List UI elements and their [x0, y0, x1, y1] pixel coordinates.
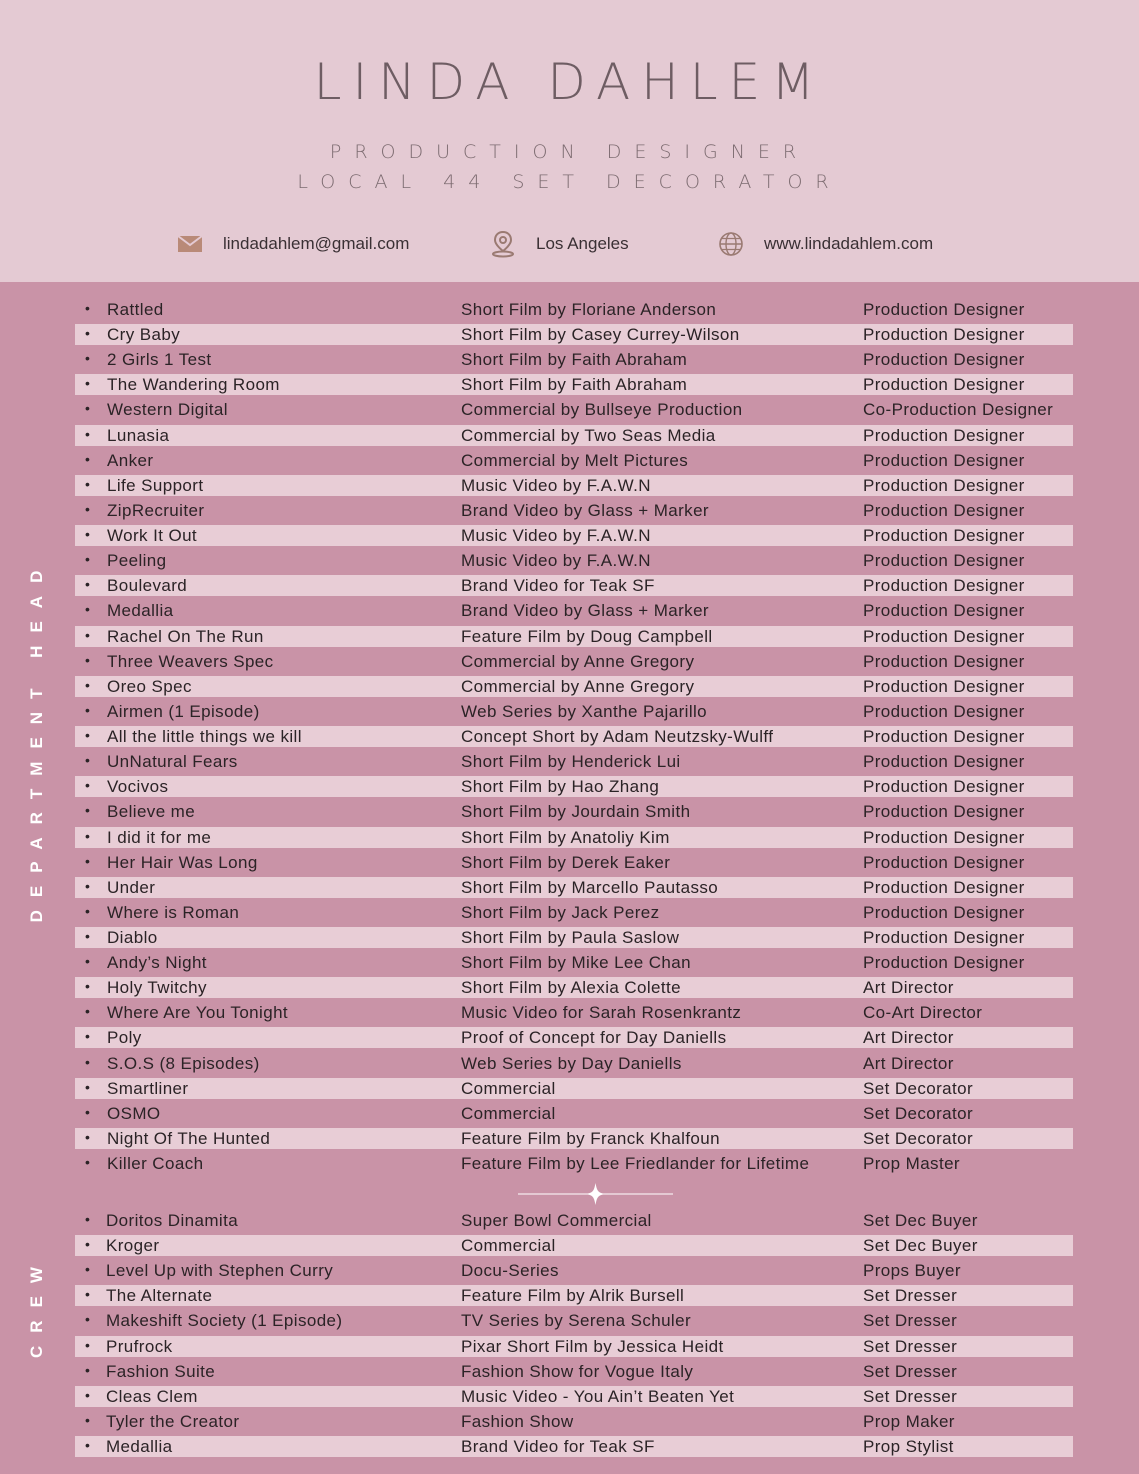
project-title: The Wandering Room [107, 375, 280, 395]
bullet-icon: • [85, 1211, 91, 1227]
role: Set Dresser [863, 1286, 958, 1306]
role: Production Designer [863, 777, 1025, 797]
project-title: Rattled [107, 300, 164, 319]
role: Production Designer [863, 752, 1025, 772]
role: Set Dresser [863, 1336, 958, 1356]
project-description: Brand Video by Glass + Marker [461, 601, 709, 621]
bullet-icon: • [85, 752, 91, 769]
project-title: Anker [107, 450, 154, 470]
crew-section-label: CREW [27, 1254, 46, 1358]
list-item [75, 1210, 1073, 1231]
project-title: Cleas Clem [106, 1386, 198, 1406]
project-title: OSMO [107, 1103, 161, 1123]
role: Set Decorator [863, 1103, 974, 1123]
project-description: Short Film by Hao Zhang [461, 777, 660, 797]
project-description: Commercial by Bullseye Production [461, 400, 743, 420]
role: Production Designer [863, 475, 1025, 495]
project-description: Commercial by Anne Gregory [461, 676, 695, 696]
project-title: Killer Coach [107, 1154, 204, 1174]
project-description: Short Film by Floriane Anderson [461, 300, 717, 319]
role: Props Buyer [863, 1261, 961, 1281]
project-title: Where is Roman [107, 902, 240, 922]
sparkle-divider [518, 1183, 673, 1205]
list-item [75, 299, 1073, 320]
project-title: Smartliner [107, 1078, 189, 1098]
list-item [75, 399, 1073, 420]
email-text[interactable]: lindadahlem@gmail.com [223, 234, 410, 253]
role: Production Designer [863, 727, 1025, 747]
role: Production Designer [863, 551, 1025, 571]
role: Production Designer [863, 676, 1025, 696]
bullet-icon: • [85, 500, 91, 517]
bullet-icon: • [85, 1386, 91, 1403]
role: Co-Art Director [863, 1003, 983, 1023]
role: Production Designer [863, 827, 1025, 847]
list-item [75, 1436, 1073, 1457]
list-item [75, 1386, 1073, 1407]
role: Art Director [863, 978, 954, 998]
bullet-icon: • [85, 400, 91, 417]
role: Production Designer [863, 651, 1025, 671]
list-item [75, 1411, 1073, 1432]
location-pin-icon [490, 231, 516, 257]
list-item [75, 1235, 1073, 1256]
bullet-icon: • [85, 1236, 91, 1253]
project-title: Fashion Suite [106, 1361, 216, 1381]
project-title: Peeling [107, 551, 167, 571]
list-item [75, 626, 1073, 647]
role: Set Decorator [863, 1128, 974, 1148]
project-description: Short Film by Paula Saslow [461, 928, 680, 947]
project-description: Docu-Series [461, 1261, 559, 1281]
project-description: Feature Film by Alrik Bursell [461, 1286, 685, 1306]
project-title: Her Hair Was Long [107, 852, 258, 872]
project-description: Short Film by Henderick Lui [461, 752, 681, 772]
globe-icon [718, 231, 744, 257]
list-item [75, 349, 1073, 370]
bullet-icon: • [85, 852, 91, 869]
list-item [75, 651, 1073, 672]
project-description: Commercial by Two Seas Media [461, 425, 716, 445]
project-description: Feature Film by Lee Friedlander for Lifetime [461, 1154, 810, 1174]
role: Production Designer [863, 325, 1025, 345]
mail-icon [177, 231, 203, 257]
project-title: S.O.S (8 Episodes) [107, 1053, 260, 1073]
bullet-icon: • [85, 651, 91, 668]
bullet-icon: • [85, 827, 91, 844]
project-title: Medallia [107, 601, 174, 621]
list-item [75, 1310, 1073, 1331]
bullet-icon: • [85, 1286, 91, 1303]
bullet-icon: • [85, 375, 91, 392]
role: Art Director [863, 1028, 954, 1048]
list-item [75, 1285, 1073, 1306]
role: Set Dresser [863, 1386, 958, 1406]
bullet-icon: • [85, 1411, 91, 1428]
project-title: Oreo Spec [107, 676, 192, 696]
list-item [75, 927, 1073, 948]
project-title: Level Up with Stephen Curry [106, 1261, 334, 1281]
name-heading: LINDA DAHLEM [313, 53, 826, 111]
role: Production Designer [863, 350, 1025, 370]
bullet-icon: • [85, 1078, 91, 1095]
project-title: UnNatural Fears [107, 752, 238, 772]
bullet-icon: • [85, 902, 91, 919]
project-description: Short Film by Marcello Pautasso [461, 877, 719, 897]
project-title: All the little things we kill [107, 727, 302, 747]
project-description: Commercial [461, 1078, 556, 1098]
project-description: Short Film by Mike Lee Chan [461, 953, 691, 973]
bullet-icon: • [85, 1436, 91, 1453]
project-description: Pixar Short Film by Jessica Heidt [461, 1336, 724, 1356]
role: Production Designer [863, 526, 1025, 546]
role: Production Designer [863, 953, 1025, 973]
list-item [75, 726, 1073, 747]
list-item [75, 701, 1073, 722]
project-title: Airmen (1 Episode) [107, 701, 260, 721]
bullet-icon: • [85, 1261, 91, 1278]
bullet-icon: • [85, 802, 91, 819]
role: Production Designer [863, 701, 1025, 721]
bullet-icon: • [85, 1053, 91, 1070]
project-description: Music Video by F.A.W.N [461, 475, 651, 495]
project-description: Short Film by Faith Abraham [461, 350, 688, 370]
bullet-icon: • [85, 576, 91, 593]
bullet-icon: • [85, 551, 91, 568]
project-title: Rachel On The Run [107, 626, 264, 646]
project-description: Commercial by Melt Pictures [461, 450, 689, 470]
list-item [75, 600, 1073, 621]
project-title: Night Of The Hunted [107, 1128, 271, 1148]
project-title: Makeshift Society (1 Episode) [106, 1311, 343, 1331]
list-item [75, 1153, 1073, 1174]
project-title: Holy Twitchy [107, 978, 207, 998]
list-item [75, 500, 1073, 521]
role: Set Dec Buyer [863, 1211, 978, 1230]
project-description: Web Series by Xanthe Pajarillo [461, 701, 708, 721]
project-description: Fashion Show [461, 1411, 574, 1431]
project-title: Life Support [107, 475, 204, 495]
project-description: Web Series by Day Daniells [461, 1053, 682, 1073]
role: Production Designer [863, 802, 1025, 822]
list-item [75, 1128, 1073, 1149]
role: Production Designer [863, 928, 1025, 947]
bullet-icon: • [85, 350, 91, 367]
role: Production Designer [863, 902, 1025, 922]
bullet-icon: • [85, 475, 91, 492]
list-item [75, 575, 1073, 596]
project-title: Tyler the Creator [106, 1411, 240, 1431]
role: Set Dresser [863, 1361, 958, 1381]
bullet-icon: • [85, 777, 91, 794]
list-item [75, 902, 1073, 923]
project-description: Fashion Show for Vogue Italy [461, 1361, 694, 1381]
department-head-section-label: DEPARTMENT HEAD [27, 557, 46, 923]
role: Production Designer [863, 450, 1025, 470]
bullet-icon: • [85, 1003, 91, 1020]
bullet-icon: • [85, 928, 91, 944]
project-description: Proof of Concept for Day Daniells [461, 1028, 727, 1048]
project-title: Prufrock [106, 1336, 173, 1356]
contact-website[interactable] [718, 230, 933, 258]
role: Production Designer [863, 852, 1025, 872]
title-line-2: LOCAL 44 SET DECORATOR [297, 171, 842, 193]
bullet-icon: • [85, 450, 91, 467]
role: Prop Maker [863, 1411, 955, 1431]
project-title: Doritos Dinamita [106, 1211, 239, 1230]
list-item [75, 525, 1073, 546]
list-item [75, 676, 1073, 697]
list-item [75, 852, 1073, 873]
list-item [75, 1103, 1073, 1124]
bullet-icon: • [85, 701, 91, 718]
bullet-icon: • [85, 1311, 91, 1328]
role: Production Designer [863, 576, 1025, 596]
title-line-1: PRODUCTION DESIGNER [329, 141, 810, 163]
bullet-icon: • [85, 953, 91, 970]
list-item [75, 475, 1073, 496]
role: Art Director [863, 1053, 954, 1073]
list-item [75, 1260, 1073, 1281]
bullet-icon: • [85, 1336, 91, 1353]
project-title: Believe me [107, 802, 196, 822]
bullet-icon: • [85, 1154, 91, 1171]
role: Production Designer [863, 300, 1025, 319]
project-description: Feature Film by Doug Campbell [461, 626, 713, 646]
bullet-icon: • [85, 1028, 91, 1045]
project-title: Western Digital [107, 400, 228, 420]
list-item [75, 977, 1073, 998]
list-item [75, 1053, 1073, 1074]
list-item [75, 827, 1073, 848]
bullet-icon: • [85, 676, 91, 693]
list-item [75, 751, 1073, 772]
list-item [75, 550, 1073, 571]
bullet-icon: • [85, 727, 91, 744]
role: Production Designer [863, 877, 1025, 897]
project-description: Music Video for Sarah Rosenkrantz [461, 1003, 742, 1023]
project-description: Brand Video for Teak SF [461, 1436, 655, 1456]
list-item [75, 1002, 1073, 1023]
bullet-icon: • [85, 1361, 91, 1378]
project-description: Music Video - You Ain’t Beaten Yet [461, 1386, 735, 1406]
bullet-icon: • [85, 425, 91, 442]
project-title: I did it for me [107, 827, 212, 847]
contact-location [490, 230, 629, 258]
project-title: Work It Out [107, 526, 198, 546]
role: Prop Stylist [863, 1436, 954, 1456]
bullet-icon: • [85, 877, 91, 894]
role: Production Designer [863, 425, 1025, 445]
list-item [75, 1336, 1073, 1357]
bullet-icon: • [85, 626, 91, 643]
bullet-icon: • [85, 1103, 91, 1120]
project-title: Andy’s Night [107, 953, 207, 973]
project-description: TV Series by Serena Schuler [461, 1311, 692, 1331]
list-item [75, 374, 1073, 395]
list-item [75, 776, 1073, 797]
project-description: Brand Video for Teak SF [461, 576, 655, 596]
project-description: Short Film by Anatoliy Kim [461, 827, 670, 847]
project-description: Brand Video by Glass + Marker [461, 500, 709, 520]
project-title: Kroger [106, 1236, 160, 1256]
project-description: Commercial [461, 1236, 556, 1256]
project-description: Concept Short by Adam Neutzsky-Wulff [461, 727, 774, 747]
bullet-icon: • [85, 1128, 91, 1145]
role: Co-Production Designer [863, 400, 1054, 420]
bullet-icon: • [85, 978, 91, 995]
bullet-icon: • [85, 300, 91, 316]
project-title: ZipRecruiter [107, 500, 205, 520]
location-text: Los Angeles [536, 234, 629, 253]
list-item [75, 877, 1073, 898]
project-title: Lunasia [107, 425, 170, 445]
project-title: The Alternate [106, 1286, 213, 1306]
project-title: Vocivos [107, 777, 169, 797]
project-title: 2 Girls 1 Test [107, 350, 212, 370]
website-text[interactable]: www.lindadahlem.com [764, 234, 934, 253]
project-description: Commercial by Anne Gregory [461, 651, 695, 671]
role: Set Decorator [863, 1078, 974, 1098]
project-description: Short Film by Alexia Colette [461, 978, 682, 998]
project-description: Super Bowl Commercial [461, 1211, 652, 1230]
role: Set Dresser [863, 1311, 958, 1331]
role: Production Designer [863, 375, 1025, 395]
project-description: Commercial [461, 1103, 556, 1123]
project-description: Short Film by Jack Perez [461, 902, 660, 922]
bullet-icon: • [85, 601, 91, 618]
role: Prop Master [863, 1154, 960, 1174]
contact-email[interactable] [177, 230, 409, 258]
project-description: Music Video by F.A.W.N [461, 526, 651, 546]
bullet-icon: • [85, 526, 91, 543]
project-title: Three Weavers Spec [107, 651, 274, 671]
project-description: Short Film by Faith Abraham [461, 375, 688, 395]
project-title: Cry Baby [107, 325, 181, 345]
project-title: Poly [107, 1028, 142, 1048]
list-item [75, 952, 1073, 973]
project-title: Boulevard [107, 576, 188, 596]
role: Set Dec Buyer [863, 1236, 978, 1256]
role: Production Designer [863, 601, 1025, 621]
role: Production Designer [863, 500, 1025, 520]
list-item [75, 450, 1073, 471]
project-title: Medallia [106, 1436, 173, 1456]
project-title: Under [107, 877, 156, 897]
list-item [75, 1361, 1073, 1382]
header-band [0, 0, 1139, 282]
list-item [75, 1078, 1073, 1099]
project-description: Feature Film by Franck Khalfoun [461, 1128, 720, 1148]
project-title: Where Are You Tonight [107, 1003, 289, 1023]
bullet-icon: • [85, 325, 91, 342]
project-title: Diablo [107, 928, 158, 947]
project-description: Short Film by Derek Eaker [461, 852, 671, 872]
list-item [75, 801, 1073, 822]
project-description: Short Film by Casey Currey-Wilson [461, 325, 740, 345]
role: Production Designer [863, 626, 1025, 646]
list-item [75, 324, 1073, 345]
list-item [75, 425, 1073, 446]
project-description: Music Video by F.A.W.N [461, 551, 651, 571]
project-description: Short Film by Jourdain Smith [461, 802, 691, 822]
list-item [75, 1027, 1073, 1048]
